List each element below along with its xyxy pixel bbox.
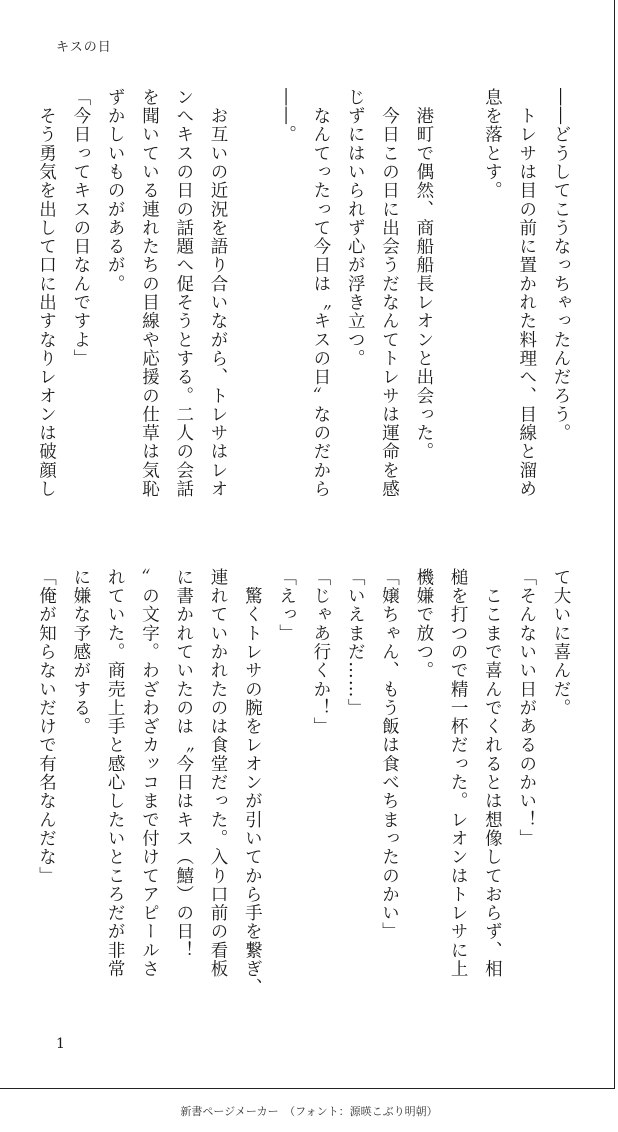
text-block-top xyxy=(29,88,578,538)
text-column: 「えっ」 xyxy=(276,568,297,643)
text-column: 連れていかれたのは食堂だった。入り口前の看板 xyxy=(208,568,229,979)
text-column: ――。 xyxy=(276,88,297,144)
footer-credit: 新書ページメーカー （フォント：源暎こぶり明朝） xyxy=(180,1105,438,1118)
text-column: に嫌な予感がする。 xyxy=(70,568,91,736)
text-column: 「俺が知らないだけで有名なんだな」 xyxy=(36,568,57,886)
text-column xyxy=(441,88,475,538)
text-column: 息を落とす。 xyxy=(482,88,503,200)
page-number: 1 xyxy=(56,1036,65,1052)
text-column: 機嫌で放つ。 xyxy=(413,568,434,680)
text-column: 槌を打つので精一杯だった。レオンはトレサに上 xyxy=(448,568,469,979)
text-column: トレサは目の前に置かれた料理へ、目線と溜め xyxy=(516,88,537,499)
text-column: 驚くトレサの腕をレオンが引いてから手を繋ぎ、 xyxy=(242,568,263,997)
text-column: て大いに喜んだ。 xyxy=(551,568,571,718)
text-column: ンへキスの日の話題へ促そうとする。二人の会話 xyxy=(173,88,194,499)
text-column: 〟の文字。わざわざカッコまで付けてアピールさ xyxy=(139,568,160,979)
text-column: そう勇気を出して口に出すなりレオンは破顔し xyxy=(36,88,57,499)
text-column: じずにはいられず心が浮き立つ。 xyxy=(345,88,366,368)
text-column: 今日この日に出会うだなんてトレサは運命を感 xyxy=(379,88,400,499)
text-block-bottom xyxy=(29,568,578,1018)
text-column: に書かれていたのは〝今日はキス（鱚）の日！ xyxy=(173,568,194,960)
text-column: ずかしいものがあるが。 xyxy=(105,88,126,294)
text-column: を聞いている連れたちの目線や応援の仕草は気恥 xyxy=(139,88,160,499)
running-header-title: キスの日 xyxy=(56,40,112,55)
text-column: ――どうしてこうなっちゃったんだろう。 xyxy=(551,88,571,443)
text-column: 「嬢ちゃん、もう飯は食べちまったのかい」 xyxy=(379,568,400,941)
text-column: 「じゃあ行くか！」 xyxy=(310,568,331,736)
text-column: れていた。商売上手と感心したいところだが非常 xyxy=(105,568,126,979)
text-column xyxy=(235,88,269,538)
text-column: 「今日ってキスの日なんですよ」 xyxy=(70,88,91,368)
text-column: お互いの近況を語り合いながら、トレサはレオ xyxy=(208,88,229,499)
text-column: 港町で偶然、商船船長レオンと出会った。 xyxy=(413,88,434,461)
text-column: ここまで喜んでくれるとは想像しておらず、相 xyxy=(482,568,503,979)
text-column: なんてったって今日は〝キスの日〟なのだから xyxy=(310,88,331,499)
text-column: 「そんないい日があるのかい！」 xyxy=(516,568,537,848)
text-column: 「いえまだ……」 xyxy=(345,568,366,718)
